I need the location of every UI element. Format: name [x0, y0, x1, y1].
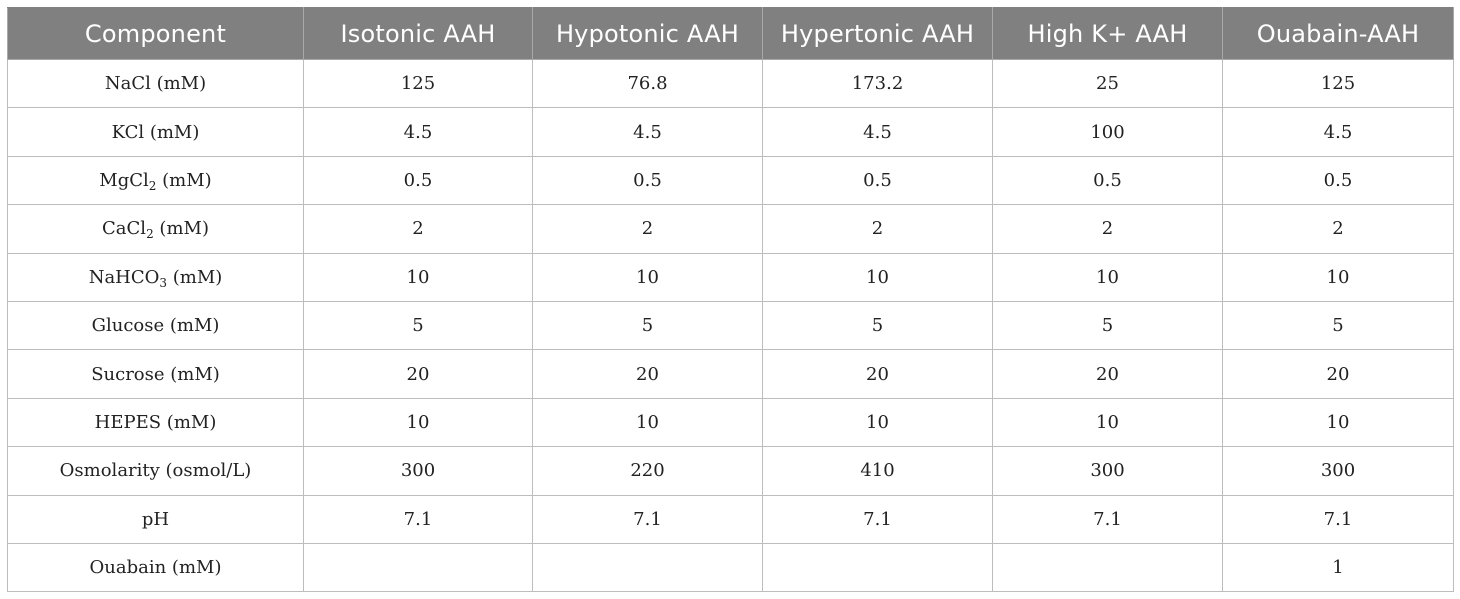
- table-cell: 7.1: [763, 495, 993, 543]
- table-cell: 410: [763, 447, 993, 495]
- table-cell: 0.5: [304, 156, 533, 204]
- table-row: [8, 350, 1454, 398]
- table-row: [8, 108, 1454, 156]
- row-label-unit: (mM): [167, 266, 223, 288]
- table-cell: 10: [763, 398, 993, 446]
- table-body: [8, 60, 1454, 592]
- row-label-text: Ouabain (mM): [89, 557, 222, 579]
- table-cell: 10: [304, 398, 533, 446]
- header-hypertonic: Hypertonic AAH: [763, 8, 993, 60]
- table-cell: [763, 543, 993, 591]
- table-row: [8, 398, 1454, 446]
- header-hypotonic: Hypotonic AAH: [533, 8, 763, 60]
- row-label-cell: [8, 301, 304, 349]
- table-cell: 2: [763, 205, 993, 253]
- table-cell: 4.5: [533, 108, 763, 156]
- row-label-cell: [8, 108, 304, 156]
- table-header: [8, 8, 1454, 60]
- table-row: [8, 301, 1454, 349]
- row-label-cell: [8, 205, 304, 253]
- table-cell: 10: [1223, 253, 1454, 301]
- table-row: [8, 253, 1454, 301]
- table-cell: 2: [993, 205, 1223, 253]
- table-cell: 2: [533, 205, 763, 253]
- row-label-unit: (mM): [156, 169, 212, 191]
- table-cell: 5: [1223, 301, 1454, 349]
- table-cell: 10: [1223, 398, 1454, 446]
- row-label-unit: (mM): [153, 218, 209, 240]
- table-cell: 10: [993, 253, 1223, 301]
- header-isotonic: Isotonic AAH: [304, 8, 533, 60]
- table-cell: 76.8: [533, 60, 763, 108]
- header-ouabain: Ouabain-AAH: [1223, 8, 1454, 60]
- table-cell: 20: [533, 350, 763, 398]
- table-cell: 7.1: [1223, 495, 1454, 543]
- table-cell: 20: [763, 350, 993, 398]
- table-cell: 125: [304, 60, 533, 108]
- row-label-cell: [8, 156, 304, 204]
- row-label-text: CaCl: [102, 218, 147, 240]
- table-cell: 300: [1223, 447, 1454, 495]
- row-label-subscript: 2: [146, 227, 154, 242]
- row-label-text: Sucrose (mM): [91, 363, 220, 385]
- row-label-text: MgCl: [99, 169, 149, 191]
- table-cell: 5: [304, 301, 533, 349]
- row-label-cell: [8, 60, 304, 108]
- table-cell: 300: [304, 447, 533, 495]
- table-cell: 0.5: [1223, 156, 1454, 204]
- table-cell: 20: [1223, 350, 1454, 398]
- table-cell: 25: [993, 60, 1223, 108]
- table-cell: 0.5: [993, 156, 1223, 204]
- solution-composition-table-container: [7, 7, 1453, 592]
- header-high-k: High K+ AAH: [993, 8, 1223, 60]
- table-cell: 20: [304, 350, 533, 398]
- table-cell: 7.1: [993, 495, 1223, 543]
- table-cell: 173.2: [763, 60, 993, 108]
- solution-composition-table: [7, 7, 1454, 592]
- row-label-cell: [8, 495, 304, 543]
- row-label-text: KCl (mM): [111, 121, 200, 143]
- header-row: [8, 8, 1454, 60]
- table-cell: [533, 543, 763, 591]
- row-label-text: NaCl (mM): [104, 73, 207, 95]
- table-cell: 0.5: [533, 156, 763, 204]
- row-label-cell: [8, 398, 304, 446]
- row-label-cell: [8, 543, 304, 591]
- table-row: [8, 156, 1454, 204]
- table-cell: 220: [533, 447, 763, 495]
- table-cell: 7.1: [304, 495, 533, 543]
- row-label-cell: [8, 447, 304, 495]
- row-label-text: NaHCO: [88, 266, 160, 288]
- table-cell: 4.5: [763, 108, 993, 156]
- table-cell: 10: [304, 253, 533, 301]
- table-row: [8, 60, 1454, 108]
- row-label-text: Osmolarity (osmol/L): [59, 460, 252, 482]
- table-cell: 5: [993, 301, 1223, 349]
- table-cell: 300: [993, 447, 1223, 495]
- table-cell: 4.5: [304, 108, 533, 156]
- row-label-cell: [8, 253, 304, 301]
- table-cell: 10: [533, 398, 763, 446]
- table-cell: 5: [533, 301, 763, 349]
- table-row: [8, 447, 1454, 495]
- row-label-text: Glucose (mM): [91, 315, 220, 337]
- row-label-text: HEPES (mM): [94, 411, 217, 433]
- table-cell: 5: [763, 301, 993, 349]
- table-row: [8, 205, 1454, 253]
- table-cell: [304, 543, 533, 591]
- table-cell: 2: [304, 205, 533, 253]
- table-cell: 10: [763, 253, 993, 301]
- table-cell: 2: [1223, 205, 1454, 253]
- table-row: [8, 543, 1454, 591]
- row-label-cell: [8, 350, 304, 398]
- table-cell: 125: [1223, 60, 1454, 108]
- table-cell: 4.5: [1223, 108, 1454, 156]
- table-cell: 7.1: [533, 495, 763, 543]
- table-cell: 0.5: [763, 156, 993, 204]
- table-row: [8, 495, 1454, 543]
- header-component: Component: [8, 8, 304, 60]
- table-cell: 10: [533, 253, 763, 301]
- row-label-subscript: 3: [159, 275, 168, 290]
- row-label-subscript: 2: [148, 178, 157, 193]
- table-cell: 1: [1223, 543, 1454, 591]
- table-cell: 20: [993, 350, 1223, 398]
- table-cell: 100: [993, 108, 1223, 156]
- table-cell: [993, 543, 1223, 591]
- row-label-text: pH: [141, 508, 170, 530]
- table-cell: 10: [993, 398, 1223, 446]
